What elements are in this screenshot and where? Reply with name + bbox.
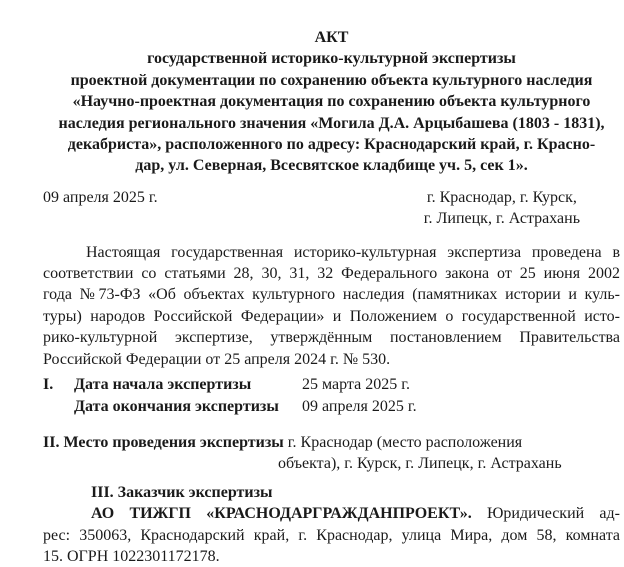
customer-ogrn-line: 15. ОГРН 1022301172178. bbox=[43, 547, 220, 565]
customer-org-name: АО ТИЖГП «КРАСНОДАРГРАЖДАНПРОЕКТ». bbox=[91, 505, 472, 523]
section-1-marker-spacer bbox=[43, 396, 74, 417]
title-line: наследия регионального значения «Могила Д.А. Арцыбашева (1803 - 1831), bbox=[58, 114, 605, 132]
intro-line: соответствии со статьями 28, 30, 31, 32 Федерального закона от 25 июня 2002 bbox=[43, 265, 620, 283]
title-line: декабриста», расположенного по адресу: Краснодарский край, г. Красно- bbox=[67, 136, 596, 154]
expertise-end-row bbox=[43, 396, 620, 417]
expertise-cities bbox=[424, 187, 580, 230]
intro-line: туры) народов Российской Федерации» и Положением о государственной исто- bbox=[43, 307, 620, 325]
customer-address-line: рес: 350063, Краснодарский край, г. Краснодар, улица Мира, дом 58, комната bbox=[43, 526, 620, 544]
customer-org-rest: Юридический ад- bbox=[486, 505, 620, 523]
title-line: «Научно-проектная документация по сохранению объекта культурного bbox=[72, 93, 591, 111]
section-2-label: II. Место проведения экспертизы bbox=[43, 433, 284, 451]
place-value-continuation: объекта), г. Курск, г. Липецк, г. Астрахань bbox=[278, 455, 562, 473]
customer-org-line bbox=[43, 503, 620, 524]
section-3-customer bbox=[43, 482, 620, 567]
title-line: АКТ bbox=[314, 29, 349, 46]
section-1-dates bbox=[43, 374, 620, 417]
intro-line: года №73-ФЗ «Об объектах культурного наследия (памятниках истории и куль- bbox=[43, 286, 620, 304]
dateline bbox=[43, 187, 620, 230]
title-line: государственной историко-культурной экспертизы bbox=[147, 50, 516, 68]
section-3-heading: III. Заказчик экспертизы bbox=[91, 483, 273, 501]
intro-paragraph bbox=[43, 242, 620, 370]
title-line: проектной документации по сохранению объекта культурного наследия bbox=[70, 71, 593, 89]
title-line: дар, ул. Северная, Всесвятское кладбище уч. 5, сек 1». bbox=[135, 157, 528, 175]
intro-line: Настоящая государственная историко-культурная экспертиза проведена в bbox=[86, 243, 620, 261]
section-1-marker: I. bbox=[43, 376, 54, 394]
cities-line: г. Липецк, г. Астрахань bbox=[423, 210, 580, 228]
start-date-label: Дата начала экспертизы bbox=[74, 376, 252, 394]
document-date: 09 апреля 2025 г. bbox=[43, 188, 158, 206]
section-2-place bbox=[43, 432, 620, 475]
intro-line: рико-культурной экспертизе, утверждённым постановлением Правительства bbox=[43, 329, 620, 347]
start-date-value: 25 марта 2025 г. bbox=[302, 376, 410, 394]
intro-line: Российской Федерации от 25 апреля 2024 г. № 530. bbox=[43, 350, 391, 368]
cities-line: г. Краснодар, г. Курск, bbox=[426, 188, 577, 206]
end-date-value: 09 апреля 2025 г. bbox=[302, 397, 417, 415]
expertise-start-row bbox=[43, 374, 620, 395]
place-line bbox=[43, 432, 620, 453]
document-title bbox=[43, 27, 620, 177]
place-value: г. Краснодар (место расположения bbox=[287, 433, 523, 451]
end-date-label: Дата окончания экспертизы bbox=[74, 397, 279, 415]
